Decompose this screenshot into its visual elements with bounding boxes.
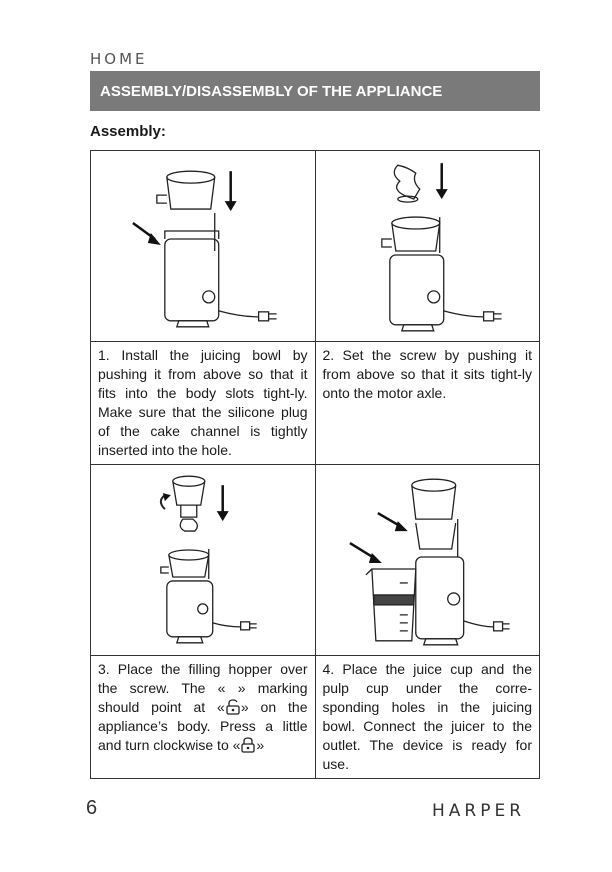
- section-banner: ASSEMBLY/DISASSEMBLY OF THE APPLIANCE: [90, 71, 540, 111]
- step-3-text-part-b: » on the appliance’s body. Press a little and turn clockwise to «: [98, 699, 308, 753]
- step-3-text-part-a: 3. Place the filling hopper over the screw. The « » marking should point at «: [98, 661, 308, 715]
- step-1-illustration: [91, 151, 316, 342]
- page-number: 6: [86, 797, 98, 819]
- lock-icon: [240, 737, 256, 753]
- step-3-illustration: [91, 465, 316, 656]
- brand-logo: HARPER: [432, 801, 526, 821]
- step-3-text: [91, 656, 316, 779]
- juicer-with-screw-image: [316, 151, 540, 341]
- assembly-steps-table: [90, 150, 540, 779]
- step-4-illustration: [315, 465, 540, 656]
- juicer-with-hopper-image: [91, 465, 315, 655]
- assembly-heading: Assembly:: [90, 123, 166, 140]
- unlock-icon: [225, 699, 241, 715]
- step-4-text: 4. Place the juice cup and the pulp cup under the corre-sponding holes in the juicing bowl. Connect the juicer to the outlet. The device is ready for use.: [315, 656, 540, 779]
- step-2-illustration: [315, 151, 540, 342]
- step-3-text-part-c: »: [256, 737, 265, 753]
- home-logo: HOME: [90, 50, 148, 68]
- juicer-with-cups-image: [316, 465, 540, 655]
- step-1-text: 1. Install the juicing bowl by pushing it from above so that it fits into the body slots tight-ly. Make sure that the silicone plug of the cake channel is tightly inserted into the hole.: [91, 342, 316, 465]
- juicer-body-with-bowl-image: [91, 151, 315, 341]
- step-2-text: 2. Set the screw by pushing it from above so that it sits tight-ly onto the motor axle.: [315, 342, 540, 465]
